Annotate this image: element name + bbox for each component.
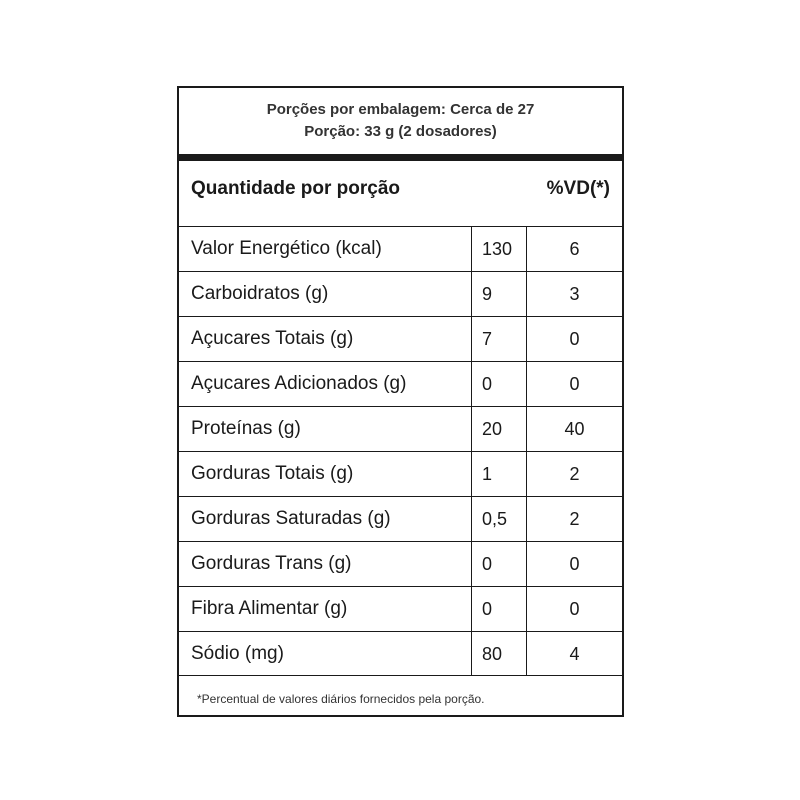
nutrient-name: Valor Energético (kcal) xyxy=(191,238,382,259)
nutrient-name: Gorduras Trans (g) xyxy=(191,553,352,574)
nutrition-facts-label xyxy=(177,86,624,717)
header-divider xyxy=(179,154,622,161)
nutrient-table xyxy=(179,226,622,676)
nutrient-name: Açucares Adicionados (g) xyxy=(191,373,407,394)
nutrient-amount: 7 xyxy=(471,317,526,361)
nutrient-daily-value: 3 xyxy=(526,272,622,316)
nutrient-row-dietary-fiber xyxy=(179,586,622,631)
nutrient-daily-value: 40 xyxy=(526,407,622,451)
nutrient-row-total-fat xyxy=(179,451,622,496)
nutrient-amount: 9 xyxy=(471,272,526,316)
nutrient-amount: 0 xyxy=(471,542,526,586)
nutrient-amount: 0,5 xyxy=(471,497,526,541)
nutrient-row-proteins xyxy=(179,406,622,451)
nutrient-amount: 130 xyxy=(471,227,526,271)
label-header xyxy=(179,88,622,154)
nutrient-row-added-sugars xyxy=(179,361,622,406)
nutrient-daily-value: 0 xyxy=(526,317,622,361)
nutrient-amount: 0 xyxy=(471,587,526,631)
nutrient-amount: 1 xyxy=(471,452,526,496)
nutrient-daily-value: 0 xyxy=(526,587,622,631)
nutrient-name: Carboidratos (g) xyxy=(191,283,329,304)
column-header xyxy=(179,161,622,226)
servings-per-package: Porções por embalagem: Cerca de 27 xyxy=(266,101,535,118)
nutrient-row-total-sugars xyxy=(179,316,622,361)
nutrient-name: Gorduras Totais (g) xyxy=(191,463,354,484)
nutrient-name: Fibra Alimentar (g) xyxy=(191,598,348,619)
nutrient-name: Proteínas (g) xyxy=(191,418,301,439)
nutrient-daily-value: 2 xyxy=(526,452,622,496)
footnote: *Percentual de valores diários fornecidos pela porção. xyxy=(197,692,485,706)
nutrient-amount: 20 xyxy=(471,407,526,451)
nutrient-row-energy xyxy=(179,226,622,271)
daily-value-label: %VD(*) xyxy=(546,178,610,199)
nutrient-daily-value: 2 xyxy=(526,497,622,541)
serving-size: Porção: 33 g (2 dosadores) xyxy=(304,123,497,140)
nutrient-name: Açucares Totais (g) xyxy=(191,328,354,349)
nutrient-daily-value: 0 xyxy=(526,542,622,586)
nutrient-daily-value: 6 xyxy=(526,227,622,271)
nutrient-daily-value: 4 xyxy=(526,632,622,676)
nutrient-row-saturated-fat xyxy=(179,496,622,541)
nutrient-row-sodium xyxy=(179,631,622,676)
nutrient-name: Gorduras Saturadas (g) xyxy=(191,508,391,529)
nutrient-name: Sódio (mg) xyxy=(191,643,284,664)
nutrient-amount: 0 xyxy=(471,362,526,406)
nutrient-row-trans-fat xyxy=(179,541,622,586)
nutrient-row-carbohydrates xyxy=(179,271,622,316)
nutrient-daily-value: 0 xyxy=(526,362,622,406)
nutrient-amount: 80 xyxy=(471,632,526,676)
quantity-per-serving-label: Quantidade por porção xyxy=(191,178,401,199)
